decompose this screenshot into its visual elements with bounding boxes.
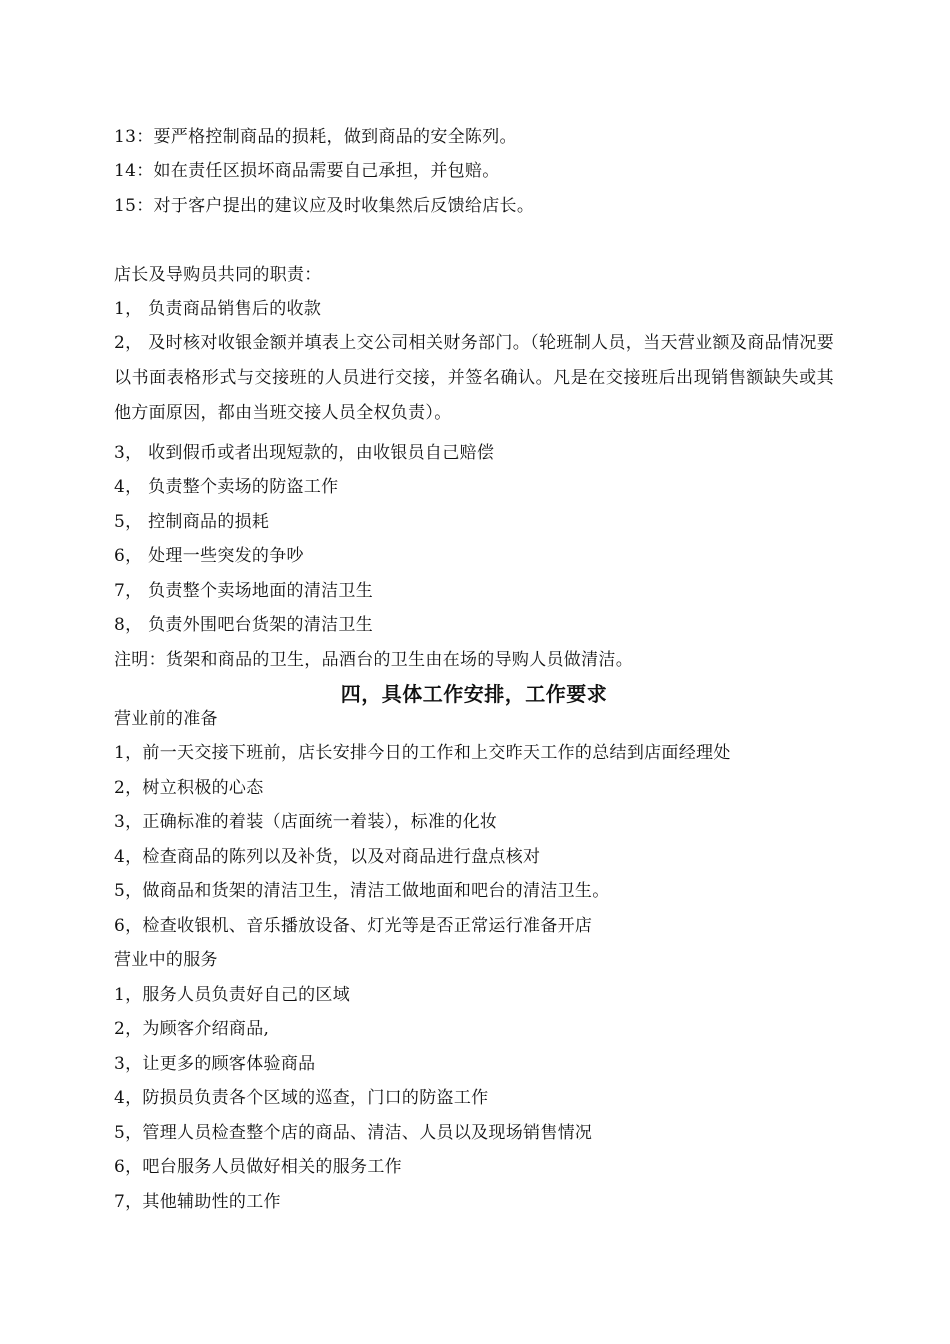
list-item: 3，正确标准的着装（店面统一着装），标准的化妆 — [114, 812, 498, 832]
list-item: 2， 及时核对收银金额并填表上交公司相关财务部门。（轮班制人员，当天营业额及商品情况要以书面表格形式与交接班的人员进行交接，并签名确认。凡是在交接班后出现销售额缺失或其他方面原因，都由当班交接人员全权负责）。 — [114, 333, 834, 423]
list-item: 2，树立积极的心态 — [114, 778, 264, 798]
list-item: 7， 负责整个卖场地面的清洁卫生 — [114, 581, 374, 601]
list-item: 6，检查收银机、音乐播放设备、灯光等是否正常运行准备开店 — [114, 916, 593, 936]
section-heading: 四，具体工作安排，工作要求 — [340, 682, 608, 706]
list-item: 4，防损员负责各个区域的巡查，门口的防盗工作 — [114, 1088, 489, 1108]
list-item: 5，管理人员检查整个店的商品、清洁、人员以及现场销售情况 — [114, 1123, 593, 1143]
list-item: 13：要严格控制商品的损耗，做到商品的安全陈列。 — [114, 127, 517, 147]
list-item: 8， 负责外围吧台货架的清洁卫生 — [114, 615, 374, 635]
list-item: 1，服务人员负责好自己的区域 — [114, 985, 351, 1005]
list-item: 6，吧台服务人员做好相关的服务工作 — [114, 1157, 402, 1177]
list-item: 1，前一天交接下班前，店长安排今日的工作和上交昨天工作的总结到店面经理处 — [114, 743, 731, 763]
list-item: 4，检查商品的陈列以及补货，以及对商品进行盘点核对 — [114, 847, 541, 867]
note-text: 注明：货架和商品的卫生，品酒台的卫生由在场的导购人员做清洁。 — [114, 650, 633, 670]
list-item: 2，为顾客介绍商品, — [114, 1019, 270, 1039]
list-item: 4， 负责整个卖场的防盗工作 — [114, 477, 339, 497]
section-title-before-business: 营业前的准备 — [114, 709, 218, 729]
list-item: 7，其他辅助性的工作 — [114, 1192, 281, 1212]
list-item: 15：对于客户提出的建议应及时收集然后反馈给店长。 — [114, 196, 535, 216]
list-item: 14：如在责任区损坏商品需要自己承担，并包赔。 — [114, 161, 500, 181]
list-item: 5，做商品和货架的清洁卫生，清洁工做地面和吧台的清洁卫生。 — [114, 881, 610, 901]
list-item: 5， 控制商品的损耗 — [114, 512, 270, 532]
section-title-during-business: 营业中的服务 — [114, 950, 218, 970]
list-item: 6， 处理一些突发的争吵 — [114, 546, 304, 566]
list-item: 3， 收到假币或者出现短款的，由收银员自己赔偿 — [114, 443, 495, 463]
list-item: 1， 负责商品销售后的收款 — [114, 299, 322, 319]
list-item: 3，让更多的顾客体验商品 — [114, 1054, 316, 1074]
section-title-shared-duties: 店长及导购员共同的职责： — [114, 265, 322, 285]
